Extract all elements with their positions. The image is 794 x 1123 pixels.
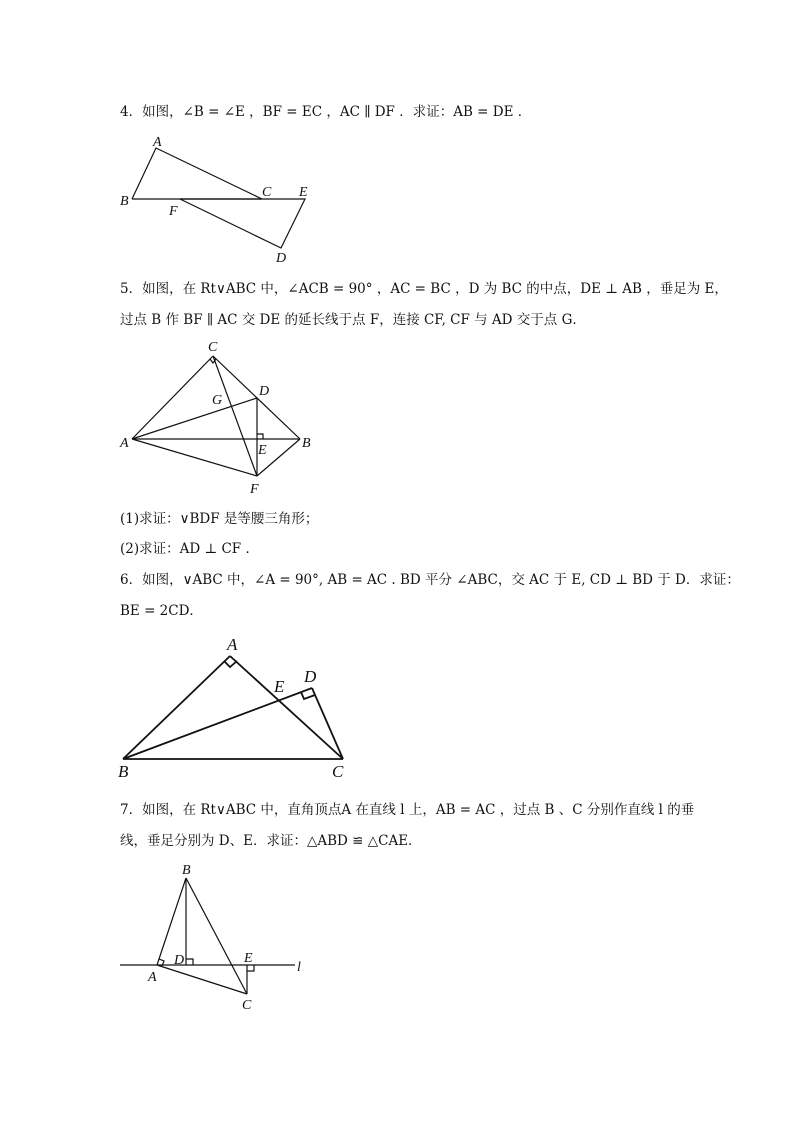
q7-statement-line2: 线，垂足分别为 D、E．求证：△ABD ≌ △CAE．	[120, 833, 422, 849]
q5-label-c: C	[208, 340, 218, 355]
q6-statement-line2: BE = 2CD．	[120, 603, 203, 619]
q7-label-d: D	[174, 953, 185, 968]
q4-label-e: E	[299, 185, 308, 200]
q6-label-b: B	[118, 762, 129, 781]
q4-label-d: D	[276, 251, 287, 266]
q5-subquestion-2: (2)求证：AD ⊥ CF ．	[120, 541, 259, 557]
q5-statement-line2: 过点 B 作 BF ∥ AC 交 DE 的延长线于点 F，连接 CF, CF 与 AD 交于点 G．	[120, 312, 586, 328]
q5-label-e: E	[258, 443, 267, 458]
q7-label-a: A	[148, 970, 157, 985]
q4-statement: 4．如图，∠B = ∠E ，BF = EC ，AC ∥ DF ．求证：AB = DE ．	[120, 104, 532, 120]
q6-label-d: D	[304, 667, 317, 686]
q7-label-l: l	[297, 960, 301, 975]
q5-label-b: B	[302, 436, 311, 451]
q7-statement-line1: 7．如图，在 Rt∨ABC 中，直角顶点A 在直线 l 上，AB = AC ，过点 B 、C 分别作直线 l 的垂	[120, 802, 695, 818]
q4-label-f: F	[169, 204, 178, 219]
q6-label-a: A	[227, 635, 238, 654]
q5-statement-line1: 5．如图，在 Rt∨ABC 中，∠ACB = 90° ，AC = BC ，D 为 BC 的中点，DE ⊥ AB ，垂足为 E，	[120, 281, 728, 297]
q5-label-g: G	[212, 393, 223, 408]
q7-label-e: E	[244, 951, 253, 966]
q5-label-d: D	[259, 384, 270, 399]
q4-label-c: C	[262, 185, 272, 200]
q7-label-b: B	[182, 863, 191, 878]
q6-label-c: C	[332, 762, 344, 781]
q4-label-b: B	[120, 194, 129, 209]
q5-label-a: A	[120, 436, 129, 451]
q5-label-f: F	[250, 482, 259, 497]
q6-label-e: E	[274, 677, 285, 696]
q6-statement-line1: 6．如图，∨ABC 中，∠A = 90°, AB = AC . BD 平分 ∠ABC，交 AC 于 E, CD ⊥ BD 于 D．求证：	[120, 572, 740, 588]
q4-label-a: A	[153, 135, 162, 150]
q5-subquestion-1: (1)求证：∨BDF 是等腰三角形；	[120, 511, 319, 527]
q7-label-c: C	[242, 998, 252, 1013]
